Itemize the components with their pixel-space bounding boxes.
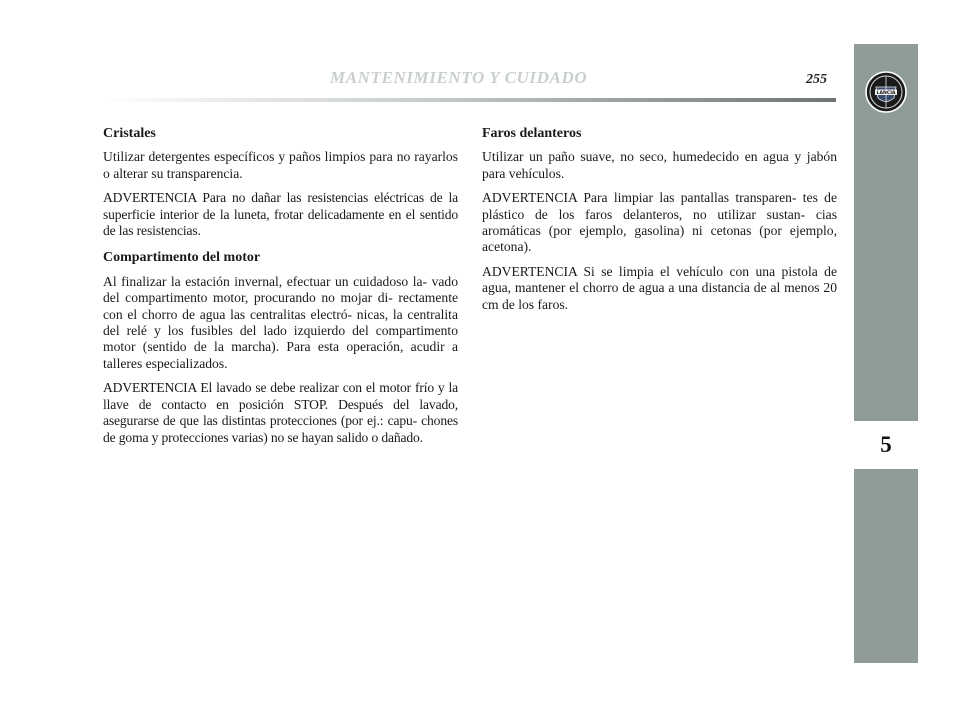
paragraph: Utilizar detergentes específicos y paños limpios para no rayarlos o alterar su transparencia. — [103, 149, 458, 181]
warning-paragraph: ADVERTENCIA Si se limpia el vehículo con una pistola de agua, mantener el chorro de agua a una distancia de al menos 20 cm de los faros. — [482, 263, 837, 312]
right-column — [482, 126, 837, 321]
chapter-sidebar — [854, 44, 918, 663]
lancia-shield-icon — [864, 70, 908, 114]
section-heading-cristales: Cristales — [103, 126, 156, 141]
sidebar-top-block — [854, 44, 918, 421]
warning-paragraph: ADVERTENCIA El lavado se debe realizar con el motor frío y la llave de contacto en posición STOP. Después del lavado, asegurarse de que las distintas protecciones (por ej.: capu- chones de goma y protecciones varias) no se hayan salido o dañado. — [103, 380, 458, 445]
header-divider — [103, 98, 836, 102]
left-column — [103, 126, 458, 454]
chapter-number: 5 — [880, 432, 892, 457]
warning-paragraph: ADVERTENCIA Para limpiar las pantallas transparen- tes de plástico de los faros delanteros, no utilizar sustan- cias aromáticas (por ejemplo, gasolina) ni cetonas (por ejemplo, acetona). — [482, 190, 837, 255]
brand-logo-text: LANCIA — [876, 91, 896, 96]
running-header-title: MANTENIMIENTO Y CUIDADO — [330, 68, 588, 87]
paragraph: Utilizar un paño suave, no seco, humedecido en agua y jabón para vehículos. — [482, 149, 837, 181]
warning-paragraph: ADVERTENCIA Para no dañar las resistencias eléctricas de la superficie interior de la luneta, frotar delicadamente en el sentido de las resistencias. — [103, 190, 458, 239]
section-heading-compartimento-motor: Compartimento del motor — [103, 250, 261, 266]
sidebar-bottom-block — [854, 469, 918, 663]
paragraph: Al finalizar la estación invernal, efectuar un cuidadoso la- vado del compartimento motor, procurando no mojar di- rectamente con el chorro de agua las centralitas electró- nicas, la centralita del relé y los fusibles del lado izquierdo del compartimento motor (sentido de la marcha). Para esta operación, acudir a talleres especializados. — [103, 273, 458, 371]
section-heading-faros-delanteros: Faros delanteros — [482, 126, 582, 141]
page-number: 255 — [806, 72, 827, 87]
